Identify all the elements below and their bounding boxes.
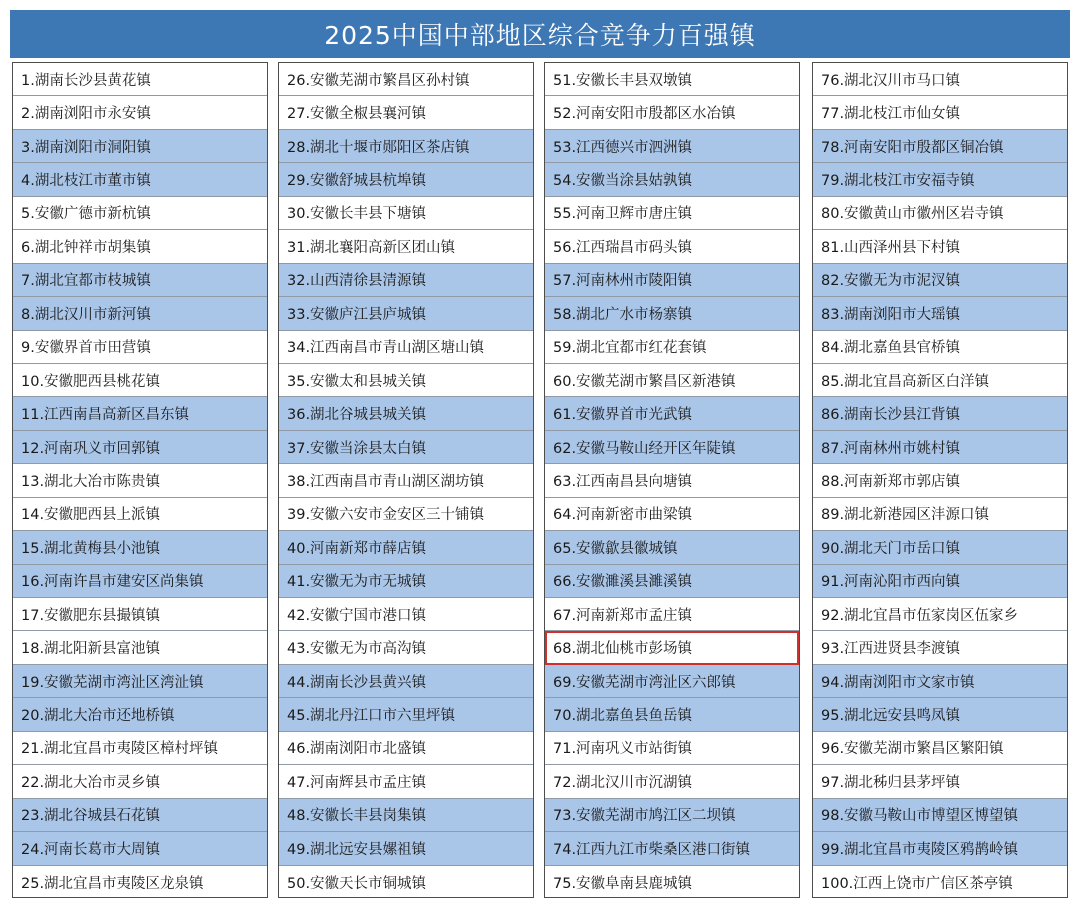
ranking-cell: 10.安徽肥西县桃花镇 bbox=[13, 364, 267, 397]
ranking-cell: 36.湖北谷城县城关镇 bbox=[279, 397, 533, 430]
ranking-cell: 57.河南林州市陵阳镇 bbox=[545, 264, 799, 297]
ranking-cell: 29.安徽舒城县杭埠镇 bbox=[279, 163, 533, 196]
ranking-cell: 37.安徽当涂县太白镇 bbox=[279, 431, 533, 464]
ranking-cell: 58.湖北广水市杨寨镇 bbox=[545, 297, 799, 330]
ranking-cell: 59.湖北宜都市红花套镇 bbox=[545, 331, 799, 364]
ranking-cell: 33.安徽庐江县庐城镇 bbox=[279, 297, 533, 330]
ranking-cell: 72.湖北汉川市沉湖镇 bbox=[545, 765, 799, 798]
ranking-cell: 22.湖北大冶市灵乡镇 bbox=[13, 765, 267, 798]
ranking-cell: 30.安徽长丰县下塘镇 bbox=[279, 197, 533, 230]
ranking-cell: 13.湖北大冶市陈贵镇 bbox=[13, 464, 267, 497]
ranking-cell: 98.安徽马鞍山市博望区博望镇 bbox=[813, 799, 1067, 832]
ranking-cell: 71.河南巩义市站街镇 bbox=[545, 732, 799, 765]
ranking-cell: 55.河南卫辉市唐庄镇 bbox=[545, 197, 799, 230]
ranking-cell: 89.湖北新港园区沣源口镇 bbox=[813, 498, 1067, 531]
ranking-cell: 26.安徽芜湖市繁昌区孙村镇 bbox=[279, 63, 533, 96]
ranking-cell: 11.江西南昌高新区昌东镇 bbox=[13, 397, 267, 430]
ranking-cell: 39.安徽六安市金安区三十铺镇 bbox=[279, 498, 533, 531]
ranking-cell: 86.湖南长沙县江背镇 bbox=[813, 397, 1067, 430]
ranking-cell: 5.安徽广德市新杭镇 bbox=[13, 197, 267, 230]
ranking-cell: 74.江西九江市柴桑区港口街镇 bbox=[545, 832, 799, 865]
ranking-cell: 9.安徽界首市田营镇 bbox=[13, 331, 267, 364]
ranking-column-2 bbox=[278, 62, 534, 898]
ranking-cell: 81.山西泽州县下村镇 bbox=[813, 230, 1067, 263]
ranking-cell: 19.安徽芜湖市湾沚区湾沚镇 bbox=[13, 665, 267, 698]
ranking-cell: 97.湖北秭归县茅坪镇 bbox=[813, 765, 1067, 798]
ranking-cell: 84.湖北嘉鱼县官桥镇 bbox=[813, 331, 1067, 364]
ranking-cell: 21.湖北宜昌市夷陵区樟村坪镇 bbox=[13, 732, 267, 765]
ranking-cell: 42.安徽宁国市港口镇 bbox=[279, 598, 533, 631]
ranking-cell: 46.湖南浏阳市北盛镇 bbox=[279, 732, 533, 765]
ranking-cell: 52.河南安阳市殷都区水冶镇 bbox=[545, 96, 799, 129]
ranking-cell: 6.湖北钟祥市胡集镇 bbox=[13, 230, 267, 263]
ranking-cell: 80.安徽黄山市徽州区岩寺镇 bbox=[813, 197, 1067, 230]
ranking-column-4 bbox=[812, 62, 1068, 898]
ranking-cell: 31.湖北襄阳高新区团山镇 bbox=[279, 230, 533, 263]
ranking-cell: 77.湖北枝江市仙女镇 bbox=[813, 96, 1067, 129]
ranking-cell: 54.安徽当涂县姑孰镇 bbox=[545, 163, 799, 196]
ranking-cell: 3.湖南浏阳市洞阳镇 bbox=[13, 130, 267, 163]
ranking-cell: 34.江西南昌市青山湖区塘山镇 bbox=[279, 331, 533, 364]
ranking-cell: 73.安徽芜湖市鸠江区二坝镇 bbox=[545, 799, 799, 832]
ranking-cell: 61.安徽界首市光武镇 bbox=[545, 397, 799, 430]
ranking-cell: 50.安徽天长市铜城镇 bbox=[287, 875, 427, 892]
ranking-cell: 82.安徽无为市泥汊镇 bbox=[813, 264, 1067, 297]
ranking-cell: 18.湖北阳新县富池镇 bbox=[13, 631, 267, 664]
ranking-cell: 44.湖南长沙县黄兴镇 bbox=[279, 665, 533, 698]
ranking-cell: 78.河南安阳市殷都区铜冶镇 bbox=[813, 130, 1067, 163]
ranking-cell: 67.河南新郑市孟庄镇 bbox=[545, 598, 799, 631]
ranking-cell: 23.湖北谷城县石花镇 bbox=[13, 799, 267, 832]
ranking-cell: 15.湖北黄梅县小池镇 bbox=[13, 531, 267, 564]
ranking-cell: 91.河南沁阳市西向镇 bbox=[813, 565, 1067, 598]
ranking-cell: 47.河南辉县市孟庄镇 bbox=[279, 765, 533, 798]
ranking-cell: 41.安徽无为市无城镇 bbox=[279, 565, 533, 598]
ranking-cell: 75.安徽阜南县鹿城镇 bbox=[553, 875, 693, 892]
ranking-cell: 87.河南林州市姚村镇 bbox=[813, 431, 1067, 464]
ranking-cell: 38.江西南昌市青山湖区湖坊镇 bbox=[279, 464, 533, 497]
ranking-cell: 76.湖北汉川市马口镇 bbox=[813, 63, 1067, 96]
ranking-cell: 4.湖北枝江市董市镇 bbox=[13, 163, 267, 196]
ranking-cell: 63.江西南昌县向塘镇 bbox=[545, 464, 799, 497]
ranking-cell: 8.湖北汉川市新河镇 bbox=[13, 297, 267, 330]
ranking-cell: 92.湖北宜昌市伍家岗区伍家乡 bbox=[813, 598, 1067, 631]
ranking-cell: 1.湖南长沙县黄花镇 bbox=[13, 63, 267, 96]
ranking-cell: 32.山西清徐县清源镇 bbox=[279, 264, 533, 297]
ranking-cell: 43.安徽无为市高沟镇 bbox=[279, 631, 533, 664]
ranking-cell: 79.湖北枝江市安福寺镇 bbox=[813, 163, 1067, 196]
ranking-cell: 94.湖南浏阳市文家市镇 bbox=[813, 665, 1067, 698]
ranking-cell: 93.江西进贤县李渡镇 bbox=[813, 631, 1067, 664]
ranking-cell: 70.湖北嘉鱼县鱼岳镇 bbox=[545, 698, 799, 731]
ranking-cell: 2.湖南浏阳市永安镇 bbox=[13, 96, 267, 129]
ranking-cell: 27.安徽全椒县襄河镇 bbox=[279, 96, 533, 129]
ranking-cell: 24.河南长葛市大周镇 bbox=[13, 832, 267, 865]
ranking-cell: 85.湖北宜昌高新区白洋镇 bbox=[813, 364, 1067, 397]
ranking-cell: 95.湖北远安县鸣凤镇 bbox=[813, 698, 1067, 731]
ranking-cell: 53.江西德兴市泗洲镇 bbox=[545, 130, 799, 163]
ranking-cell: 12.河南巩义市回郭镇 bbox=[13, 431, 267, 464]
ranking-cell: 45.湖北丹江口市六里坪镇 bbox=[279, 698, 533, 731]
ranking-table bbox=[12, 62, 1070, 898]
ranking-cell: 51.安徽长丰县双墩镇 bbox=[545, 63, 799, 96]
ranking-cell: 40.河南新郑市薛店镇 bbox=[279, 531, 533, 564]
ranking-cell: 65.安徽歙县徽城镇 bbox=[545, 531, 799, 564]
ranking-cell: 49.湖北远安县嫘祖镇 bbox=[279, 832, 533, 865]
ranking-cell: 88.河南新郑市郭店镇 bbox=[813, 464, 1067, 497]
page-title: 2025中国中部地区综合竞争力百强镇 bbox=[10, 10, 1070, 58]
ranking-cell: 14.安徽肥西县上派镇 bbox=[13, 498, 267, 531]
ranking-cell: 56.江西瑞昌市码头镇 bbox=[545, 230, 799, 263]
ranking-cell: 20.湖北大冶市还地桥镇 bbox=[13, 698, 267, 731]
ranking-cell: 83.湖南浏阳市大瑶镇 bbox=[813, 297, 1067, 330]
ranking-cell: 64.河南新密市曲梁镇 bbox=[545, 498, 799, 531]
ranking-cell: 35.安徽太和县城关镇 bbox=[279, 364, 533, 397]
ranking-cell: 90.湖北天门市岳口镇 bbox=[813, 531, 1067, 564]
ranking-cell: 60.安徽芜湖市繁昌区新港镇 bbox=[545, 364, 799, 397]
ranking-cell: 28.湖北十堰市郧阳区茶店镇 bbox=[279, 130, 533, 163]
ranking-cell: 16.河南许昌市建安区尚集镇 bbox=[13, 565, 267, 598]
ranking-column-1 bbox=[12, 62, 268, 898]
ranking-cell: 25.湖北宜昌市夷陵区龙泉镇 bbox=[21, 875, 204, 892]
ranking-cell: 99.湖北宜昌市夷陵区鸦鹊岭镇 bbox=[813, 832, 1067, 865]
ranking-cell: 69.安徽芜湖市湾沚区六郎镇 bbox=[545, 665, 799, 698]
ranking-cell: 17.安徽肥东县撮镇镇 bbox=[13, 598, 267, 631]
ranking-cell: 62.安徽马鞍山经开区年陡镇 bbox=[545, 431, 799, 464]
ranking-cell: 96.安徽芜湖市繁昌区繁阳镇 bbox=[813, 732, 1067, 765]
ranking-cell: 66.安徽濉溪县濉溪镇 bbox=[545, 565, 799, 598]
ranking-cell: 68.湖北仙桃市彭场镇 bbox=[545, 631, 799, 664]
ranking-cell: 100.江西上饶市广信区茶亭镇 bbox=[821, 875, 1013, 892]
ranking-cell: 7.湖北宜都市枝城镇 bbox=[13, 264, 267, 297]
ranking-column-3 bbox=[544, 62, 800, 898]
ranking-cell: 48.安徽长丰县岗集镇 bbox=[279, 799, 533, 832]
